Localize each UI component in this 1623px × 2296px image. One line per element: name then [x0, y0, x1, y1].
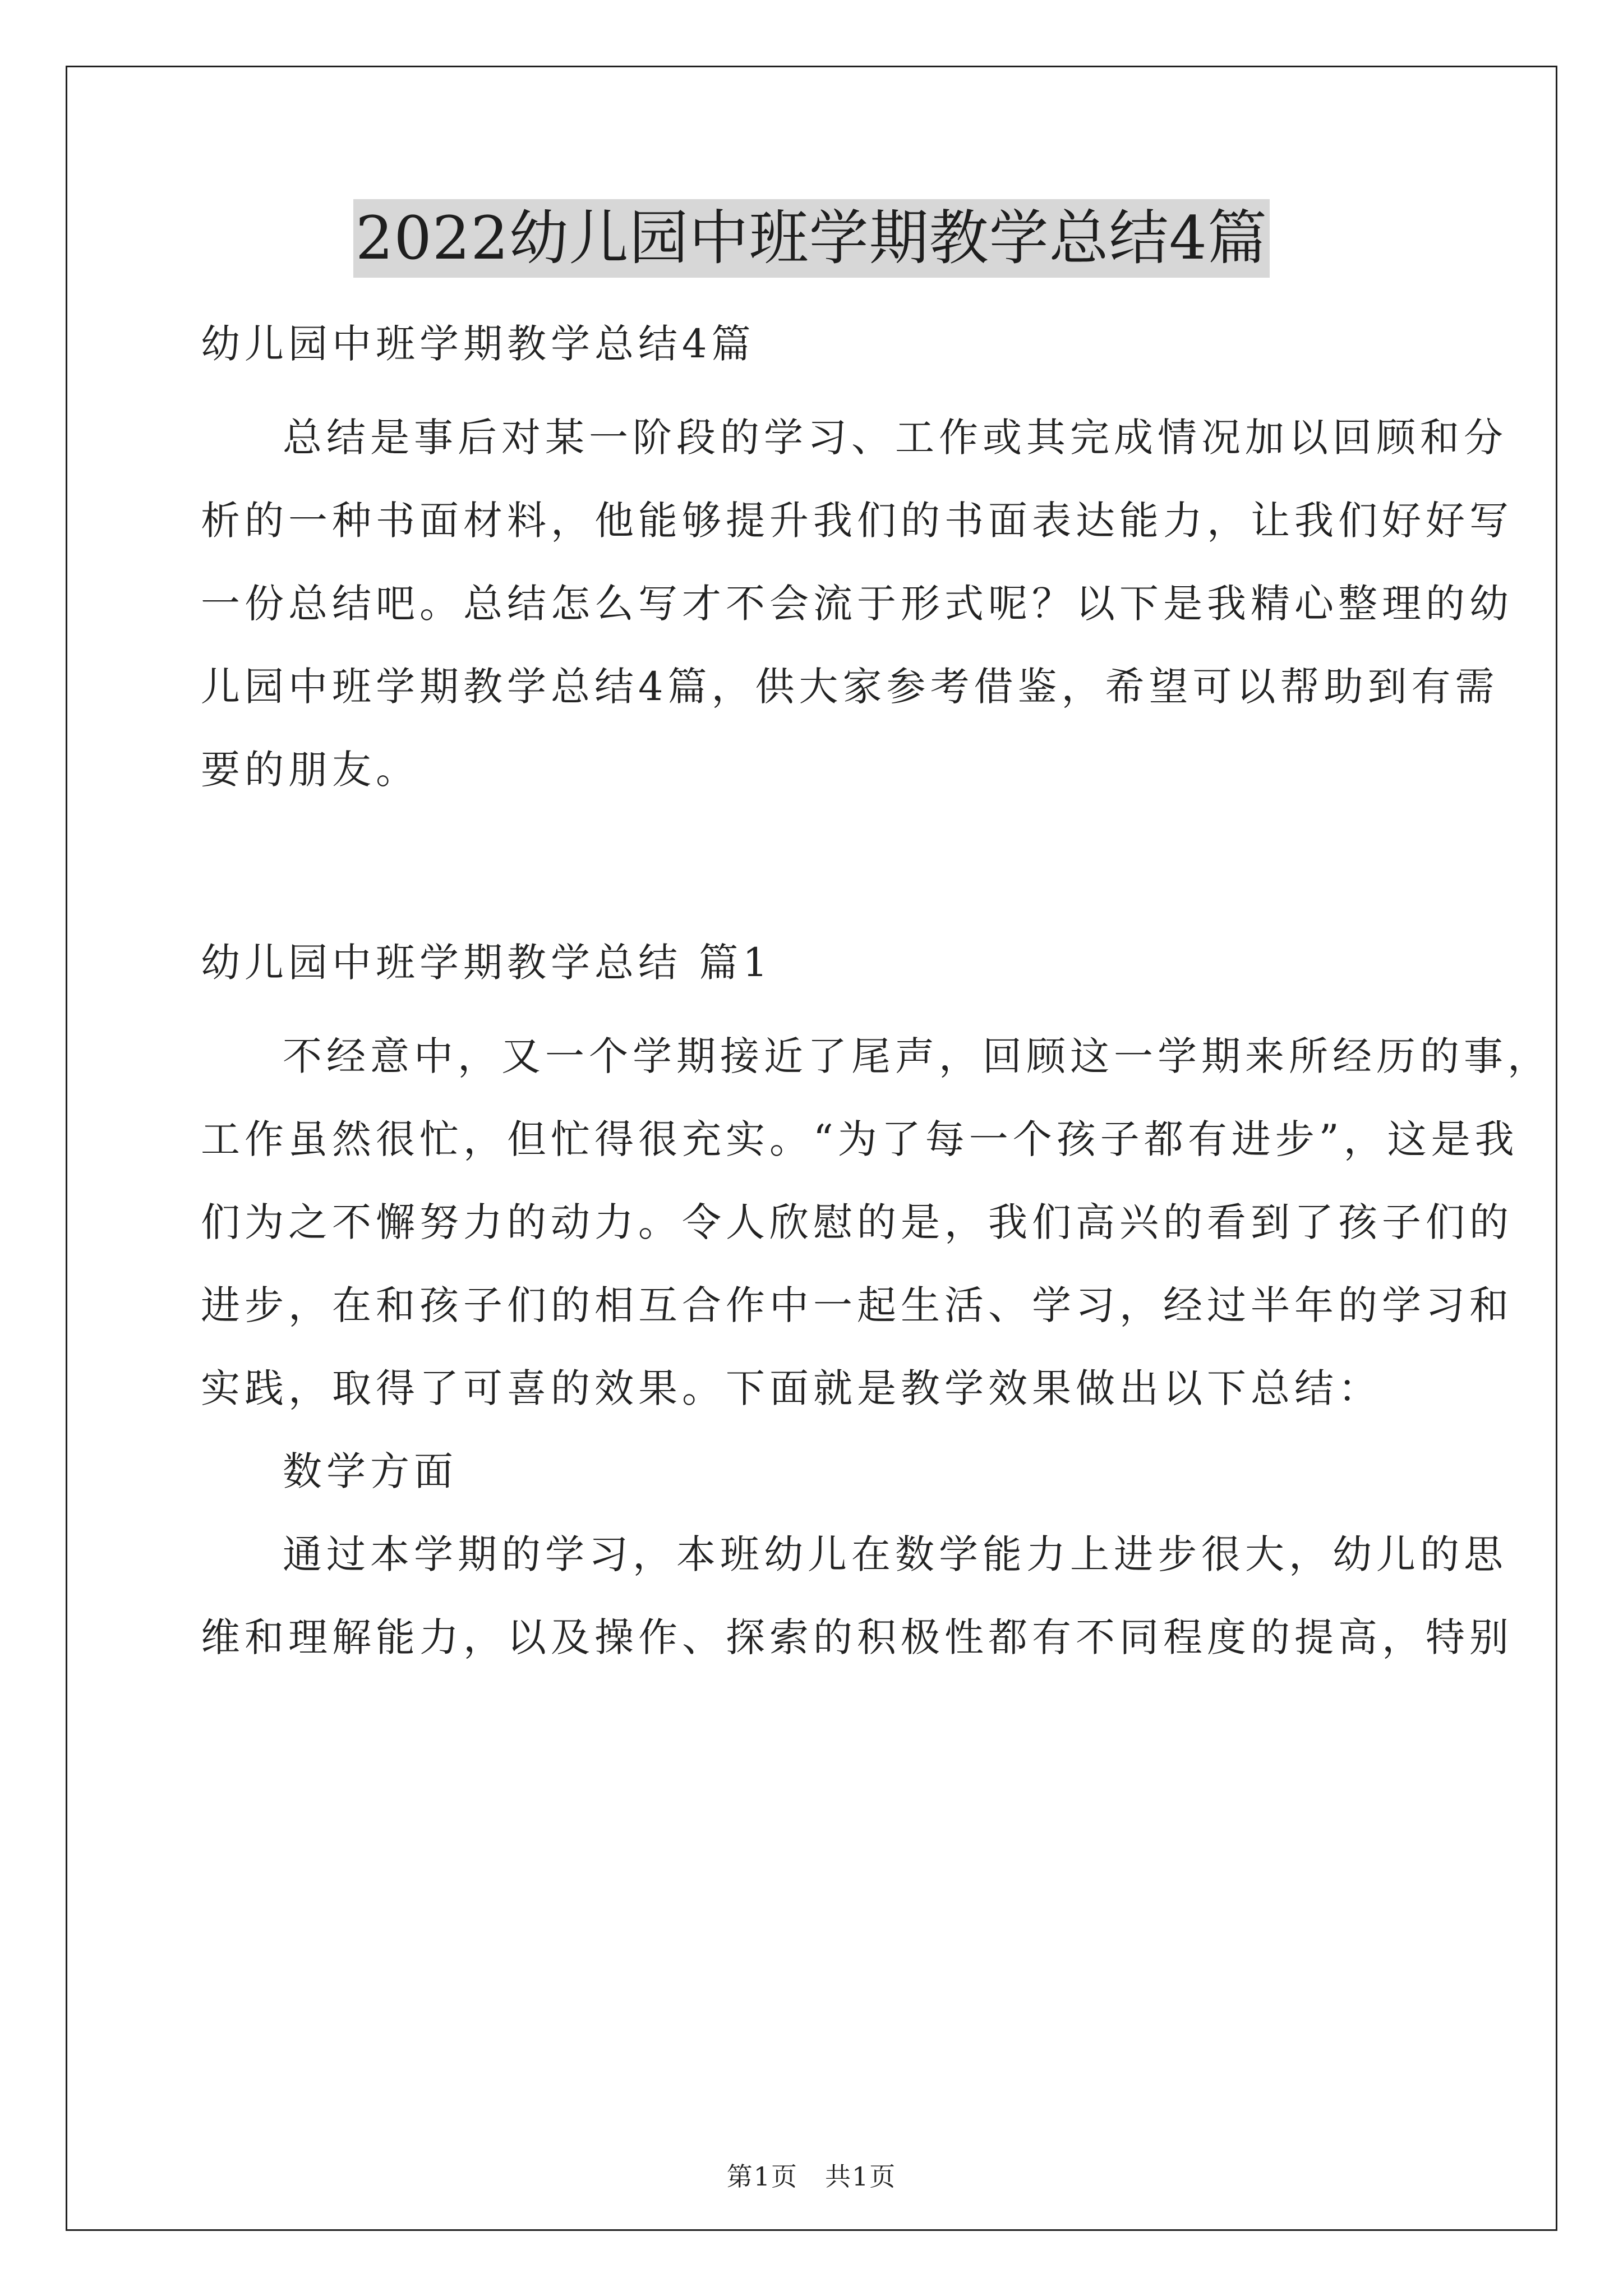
math-paragraph — [201, 1525, 1513, 1668]
section1-line: 工作虽然很忙，但忙得很充实。“为了每一个孩子都有进步”，这是我 — [201, 1116, 1519, 1162]
section1-line: 进步，在和孩子们的相互合作中一起生活、学习，经过半年的学习和 — [201, 1282, 1513, 1328]
subheading-math: 数学方面 — [283, 1448, 458, 1494]
section1-paragraph — [201, 1027, 1551, 1419]
page-footer: 第1页 共1页 — [726, 2161, 897, 2192]
math-line: 通过本学期的学习，本班幼儿在数学能力上进步很大，幼儿的思 — [283, 1531, 1507, 1577]
intro-line: 析的一种书面材料，他能够提升我们的书面表达能力，让我们好好写 — [201, 498, 1513, 544]
section1-line: 们为之不懈努力的动力。令人欣慰的是，我们高兴的看到了孩子们的 — [201, 1199, 1513, 1245]
intro-line: 一份总结吧。总结怎么写才不会流于形式呢？以下是我精心整理的幼 — [201, 581, 1513, 627]
document-body — [201, 314, 1551, 1668]
document-title: 2022幼儿园中班学期教学总结4篇 — [353, 199, 1270, 278]
section-heading: 幼儿园中班学期教学总结 篇1 — [201, 940, 772, 986]
math-line: 维和理解能力，以及操作、探索的积极性都有不同程度的提高，特别 — [201, 1614, 1513, 1660]
intro-line: 总结是事后对某一阶段的学习、工作或其完成情况加以回顾和分 — [283, 415, 1507, 461]
section1-line: 不经意中，又一个学期接近了尾声，回顾这一学期来所经历的事， — [283, 1033, 1551, 1079]
intro-line: 要的朋友。 — [201, 747, 419, 793]
title-container — [0, 199, 1623, 278]
intro-line: 儿园中班学期教学总结4篇，供大家参考借鉴，希望可以帮助到有需 — [201, 664, 1499, 710]
intro-paragraph — [201, 408, 1513, 800]
document-subtitle: 幼儿园中班学期教学总结4篇 — [201, 321, 755, 367]
section1-line: 实践，取得了可喜的效果。下面就是教学效果做出以下总结： — [201, 1365, 1382, 1411]
